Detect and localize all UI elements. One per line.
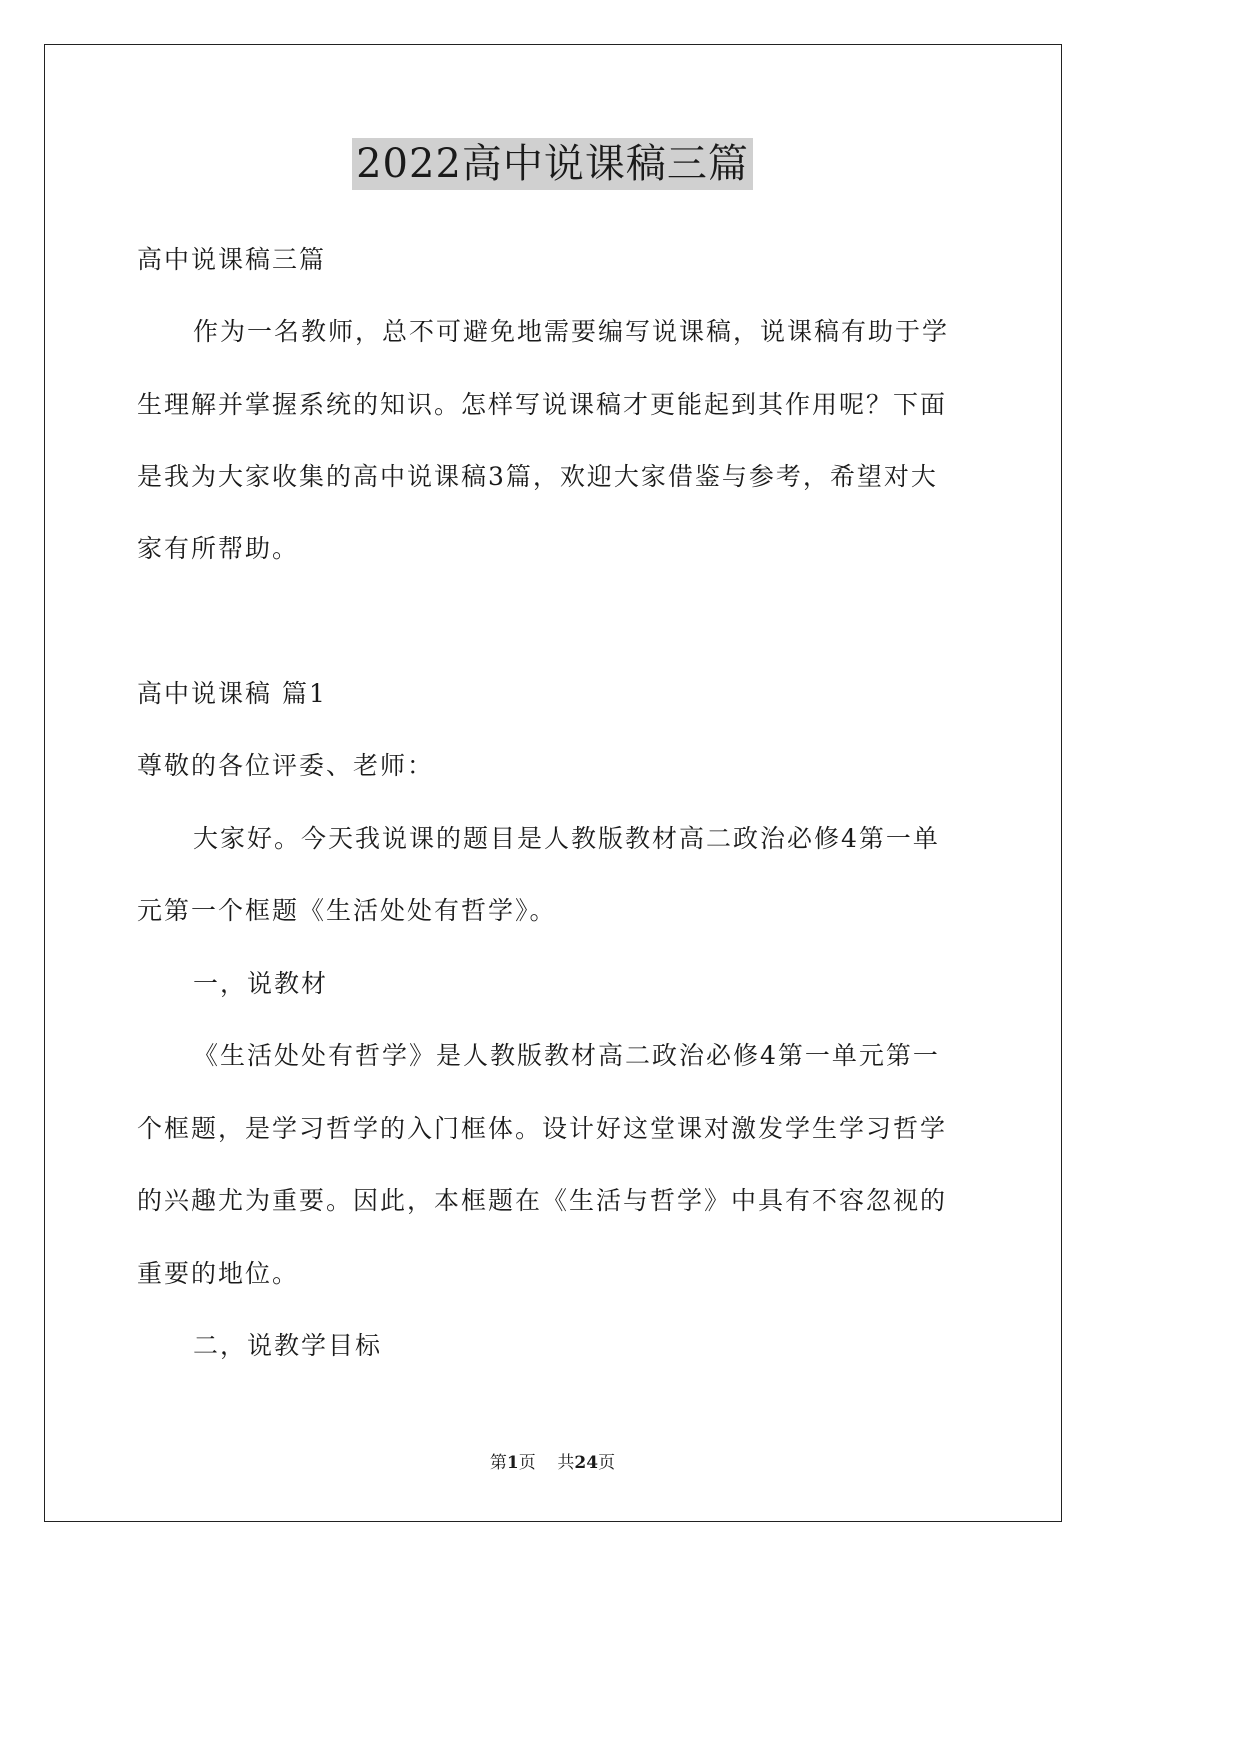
paragraph-line: 作为一名教师，总不可避免地需要编写说课稿，说课稿有助于学 — [193, 317, 950, 346]
paragraph-line: 重要的地位。 — [137, 1259, 300, 1288]
footer-middle: 页 共 — [518, 1453, 575, 1473]
paragraph-line: 生理解并掌握系统的知识。怎样写说课稿才更能起到其作用呢？下面 — [137, 390, 948, 419]
subheading-line: 一，说教材 — [193, 969, 329, 998]
paragraph-line: 《生活处处有哲学》是人教版教材高二政治必修4第一单元第一 — [193, 1041, 940, 1070]
paragraph-line: 是我为大家收集的高中说课稿3篇，欢迎大家借鉴与参考，希望对大 — [137, 462, 938, 491]
section-heading: 高中说课稿 篇1 — [137, 679, 327, 708]
paragraph-line: 的兴趣尤为重要。因此，本框题在《生活与哲学》中具有不容忽视的 — [137, 1186, 948, 1215]
paragraph-line: 大家好。今天我说课的题目是人教版教材高二政治必修4第一单 — [193, 824, 940, 853]
footer-suffix: 页 — [598, 1453, 616, 1473]
footer-page-number: 1 — [506, 1453, 519, 1473]
document-title: 2022高中说课稿三篇 — [352, 138, 753, 190]
paragraph-line: 元第一个框题《生活处处有哲学》。 — [137, 896, 557, 925]
footer-total-pages: 24 — [574, 1453, 599, 1473]
page-footer — [0, 1452, 1105, 1474]
paragraph-line: 个框题，是学习哲学的入门框体。设计好这堂课对激发学生学习哲学 — [137, 1114, 948, 1143]
paragraph-line: 家有所帮助。 — [137, 534, 300, 563]
footer-prefix: 第 — [489, 1453, 507, 1473]
salutation-line: 尊敬的各位评委、老师： — [137, 751, 435, 780]
subheading-line: 二，说教学目标 — [193, 1331, 383, 1360]
subtitle-line: 高中说课稿三篇 — [137, 245, 327, 274]
